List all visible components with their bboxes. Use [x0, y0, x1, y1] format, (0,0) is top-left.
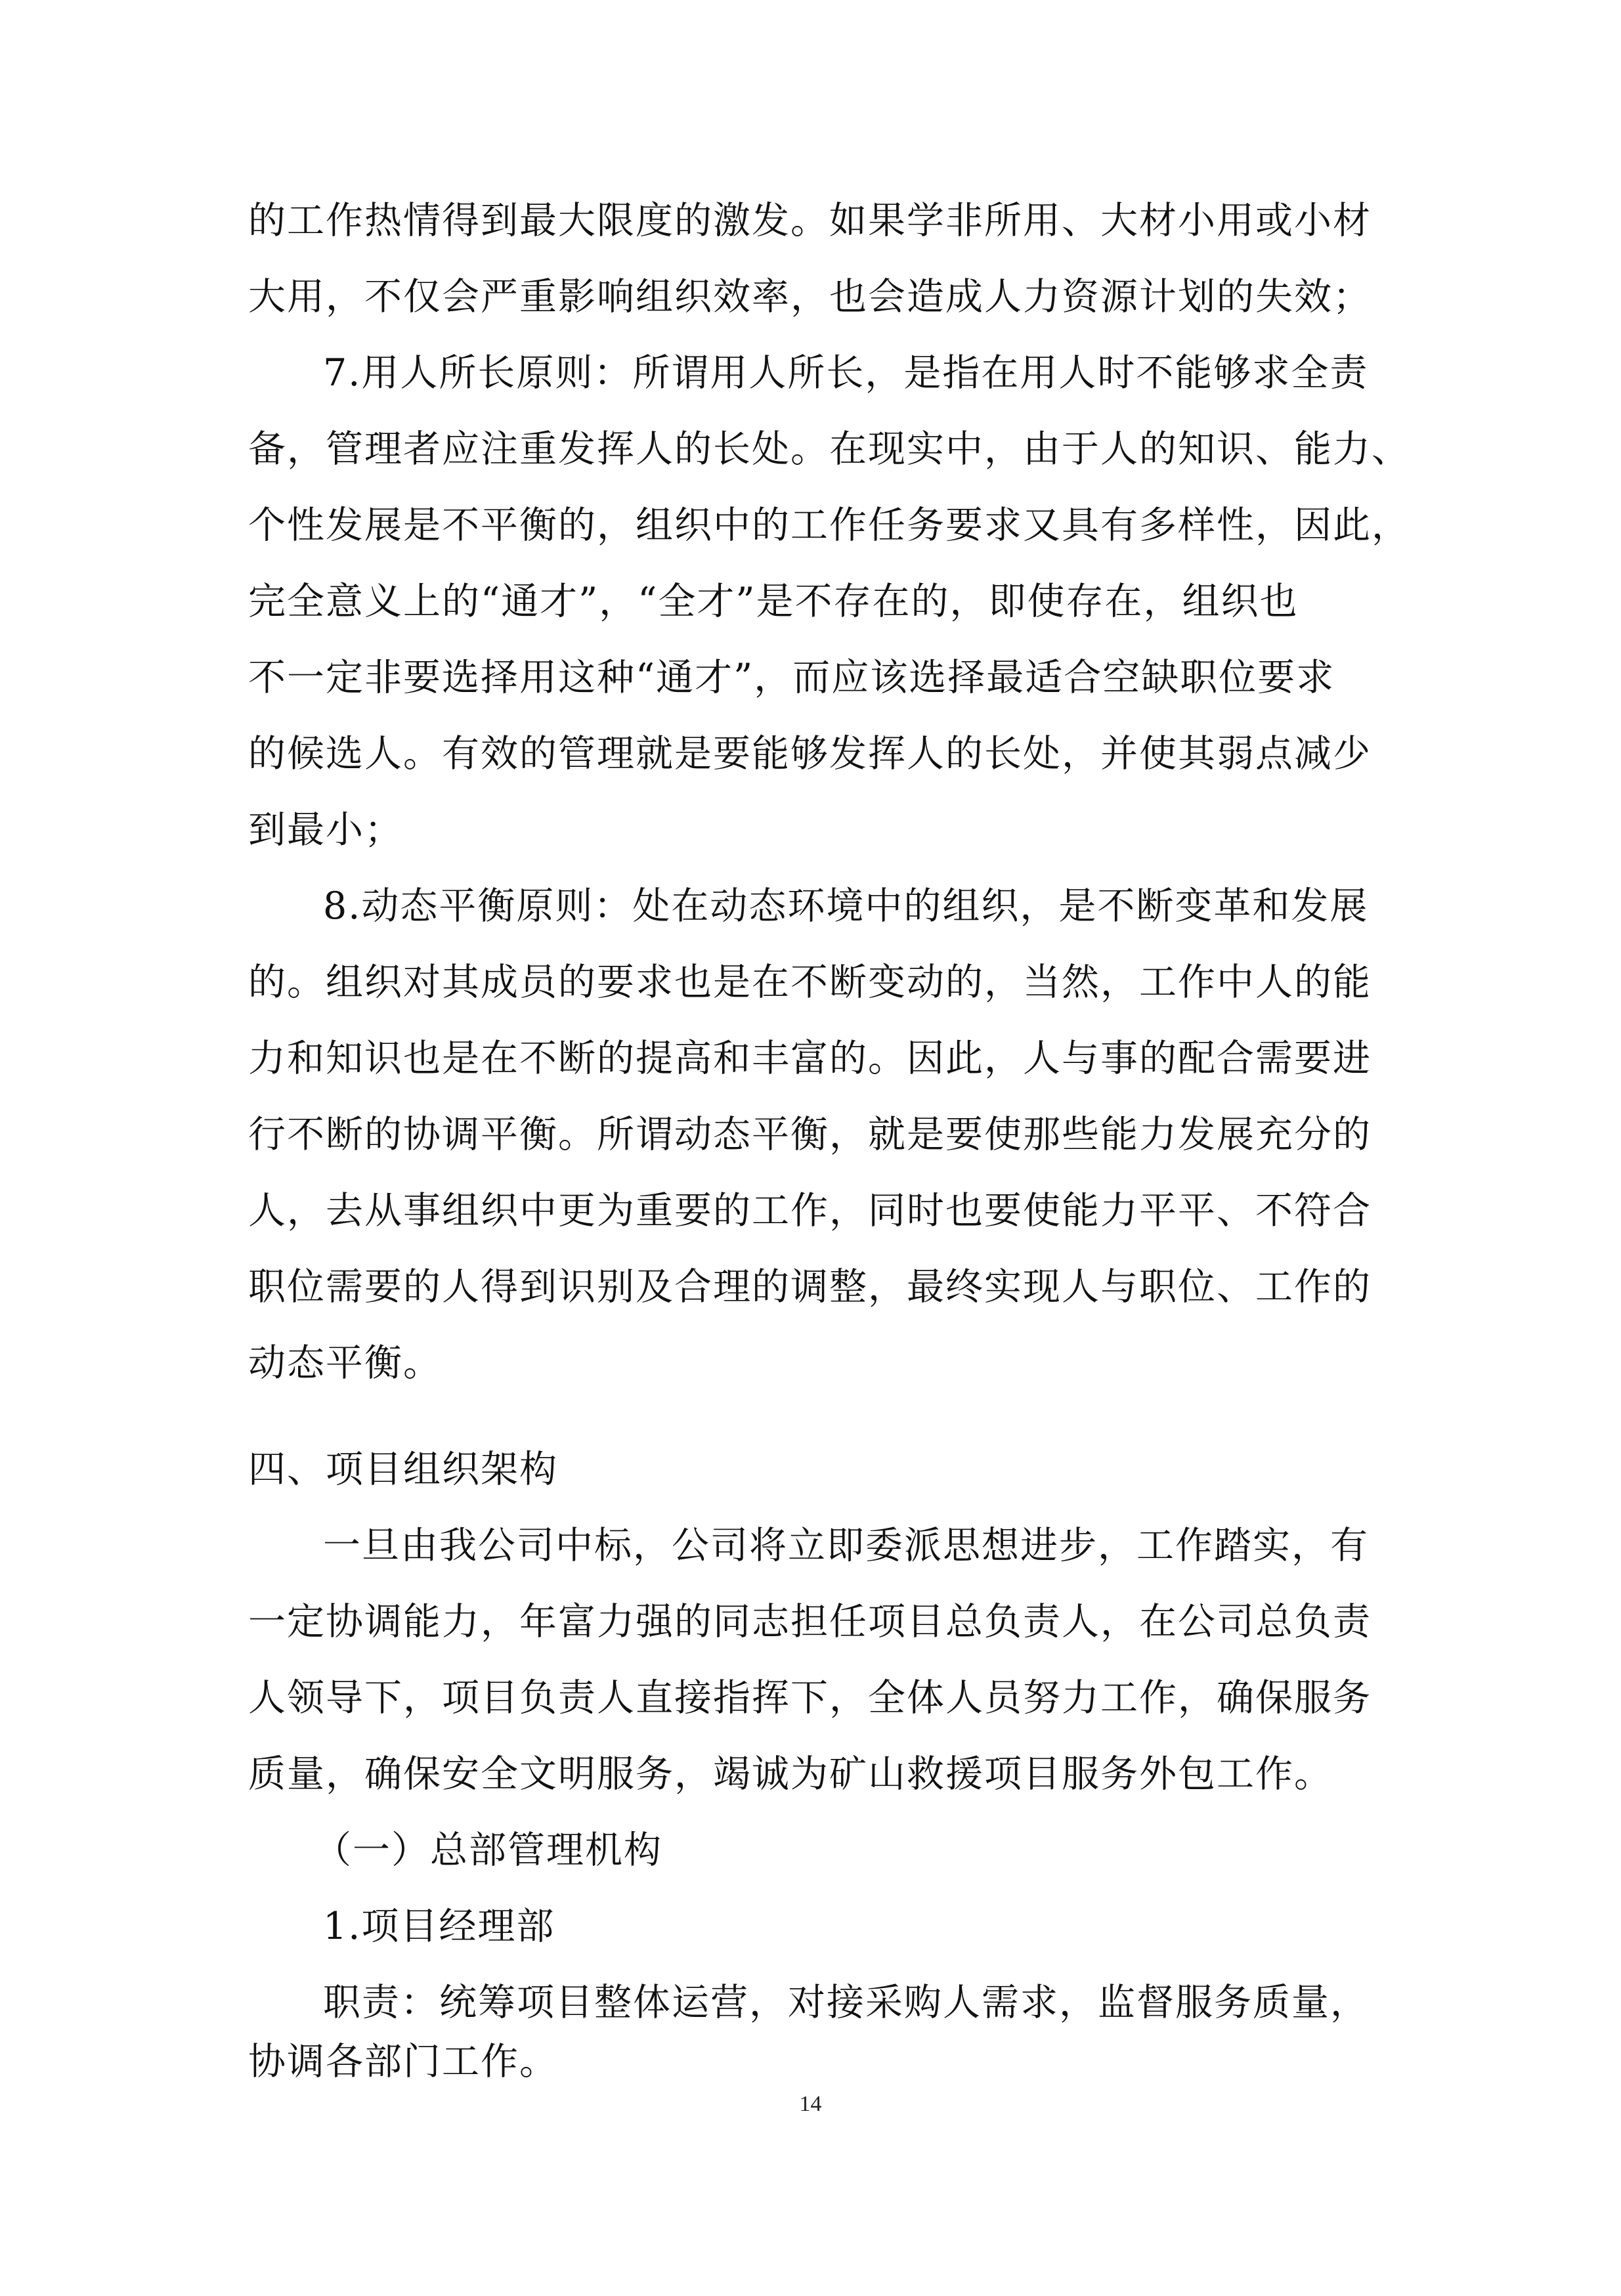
text-line: 8.动态平衡原则：处在动态环境中的组织，是不断变革和发展: [323, 884, 1369, 928]
text-line: 不一定非要选择用这种“通才”，而应该选择最适合空缺职位要求: [248, 656, 1335, 699]
text-line: 个性发展是不平衡的，组织中的工作任务要求又具有多样性，因此，: [248, 504, 1410, 547]
text-line: 一定协调能力，年富力强的同志担任项目总负责人，在公司总负责: [248, 1600, 1372, 1643]
text-line: 大用，不仅会严重影响组织效率，也会造成人力资源计划的失效；: [248, 275, 1372, 318]
text-line: 人，去从事组织中更为重要的工作，同时也要使能力平平、不符合: [248, 1189, 1372, 1232]
text-line: 力和知识也是在不断的提高和丰富的。因此，人与事的配合需要进: [248, 1037, 1372, 1080]
section-heading: 四、项目组织架构: [248, 1448, 558, 1491]
text-line: 协调各部门工作。: [248, 2040, 558, 2083]
text-line: 7.用人所长原则：所谓用人所长，是指在用人时不能够求全责: [323, 351, 1369, 395]
text-line: 的候选人。有效的管理就是要能够发挥人的长处，并使其弱点减少: [248, 732, 1372, 775]
page-number: 14: [799, 2092, 822, 2116]
text-line: 备，管理者应注重发挥人的长处。在现实中，由于人的知识、能力、: [248, 427, 1410, 471]
text-line: 动态平衡。: [248, 1341, 442, 1385]
text-line: 质量，确保安全文明服务，竭诚为矿山救援项目服务外包工作。: [248, 1752, 1333, 1796]
subsection-heading: （一）总部管理机构: [314, 1829, 662, 1872]
text-line: 人领导下，项目负责人直接指挥下，全体人员努力工作，确保服务: [248, 1676, 1372, 1720]
text-line: 职位需要的人得到识别及合理的调整，最终实现人与职位、工作的: [248, 1265, 1372, 1309]
text-line: 行不断的协调平衡。所谓动态平衡，就是要使那些能力发展充分的: [248, 1113, 1372, 1156]
text-line: 的工作热情得到最大限度的激发。如果学非所用、大材小用或小材: [248, 199, 1372, 242]
text-line: 的。组织对其成员的要求也是在不断变动的，当然，工作中人的能: [248, 961, 1372, 1004]
text-line: 到最小；: [248, 808, 403, 852]
item-heading: 1.项目经理部: [323, 1905, 555, 1948]
text-line: 职责：统筹项目整体运营，对接采购人需求，监督服务质量，: [323, 1981, 1369, 2024]
text-line: 完全意义上的“通才”，“全才”是不存在的，即使存在，组织也: [248, 580, 1299, 623]
text-line: 一旦由我公司中标，公司将立即委派思想进步，工作踏实，有: [323, 1524, 1369, 1567]
